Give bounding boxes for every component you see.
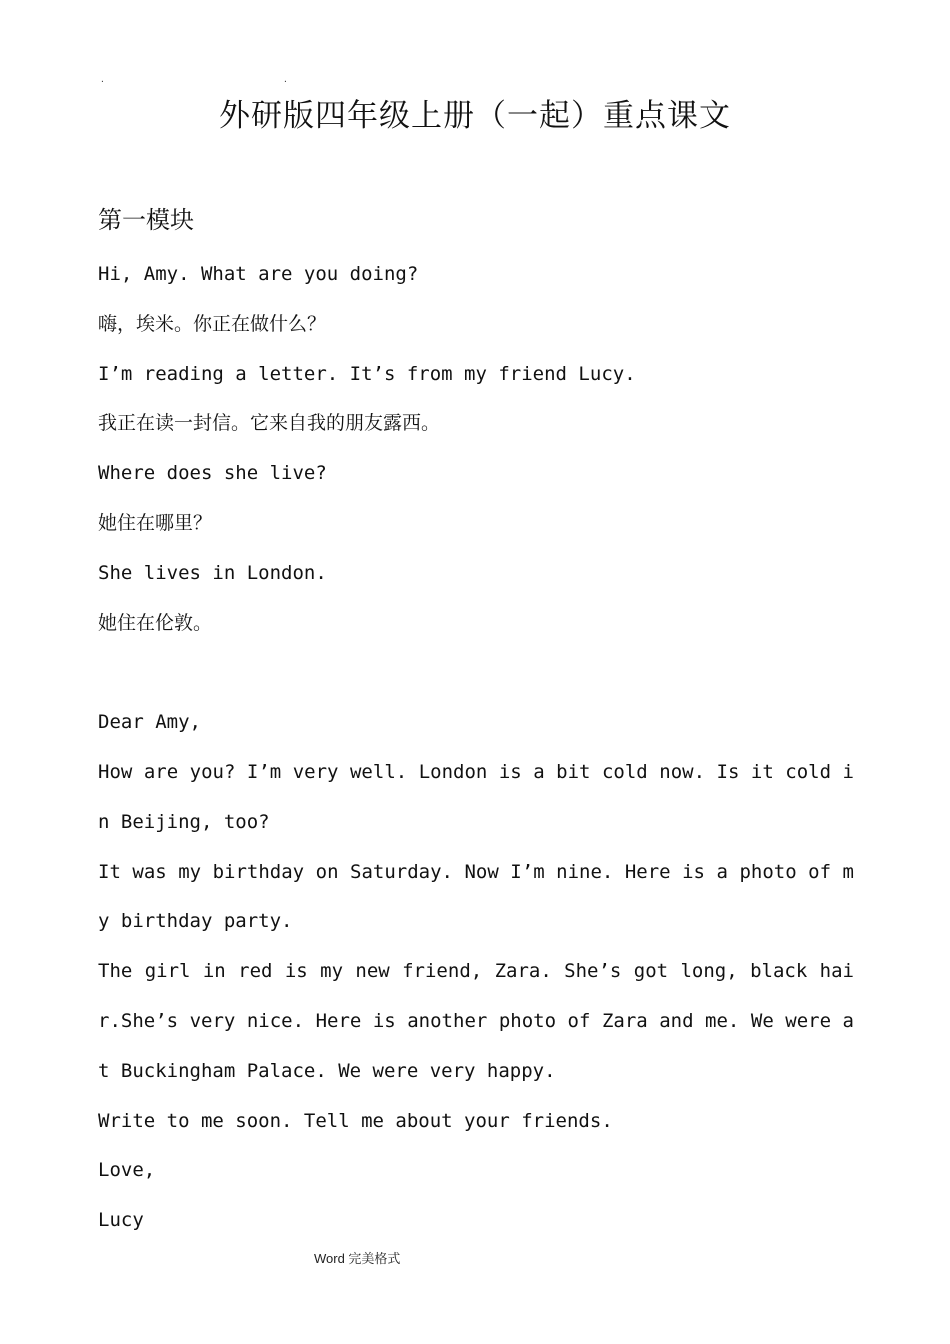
dialogue-line-en: Hi, Amy. What are you doing? <box>98 263 419 285</box>
header-dot: . <box>283 75 288 84</box>
letter-paragraph: Write to me soon. Tell me about your friends. <box>98 1109 613 1132</box>
letter-paragraph: How are you? I’m very well. London is a bit cold now. Is it cold in Beijing, too? <box>98 760 854 833</box>
dialogue-line-zh: 嗨，埃米。你正在做什么？ <box>98 312 327 335</box>
dialogue-line-zh: 她住在哪里？ <box>98 511 213 534</box>
dialogue-line-en: I’m reading a letter. It’s from my friend Lucy. <box>98 362 636 385</box>
letter-paragraph: It was my birthday on Saturday. Now I’m nine. Here is a photo of my birthday party. <box>98 860 854 933</box>
page-footer: Word 完美格式 <box>314 1251 401 1266</box>
dialogue <box>98 250 854 648</box>
dialogue-line-zh: 我正在读一封信。它来自我的朋友露西。 <box>98 412 441 435</box>
header-dot: . <box>100 75 105 84</box>
letter-greeting: Dear Amy, <box>98 711 201 734</box>
section-heading: 第一模块 <box>98 206 194 234</box>
document-title: 外研版四年级上册（一起）重点课文 <box>219 98 731 134</box>
blank-line <box>98 648 854 698</box>
dialogue-line-zh: 她住在伦敦。 <box>98 611 213 634</box>
document-body <box>98 195 854 1246</box>
letter-paragraph: The girl in red is my new friend, Zara. She’s got long, black hair.She’s very nice. Here is another photo of Zara and me. We were at Buckingham Palace. We were very happy. <box>98 960 854 1082</box>
letter-signature: Lucy <box>98 1209 144 1232</box>
dialogue-line-en: She lives in London. <box>98 561 327 584</box>
letter <box>98 698 854 1246</box>
dialogue-line-en: Where does she live? <box>98 462 327 485</box>
letter-closing: Love, <box>98 1159 156 1182</box>
